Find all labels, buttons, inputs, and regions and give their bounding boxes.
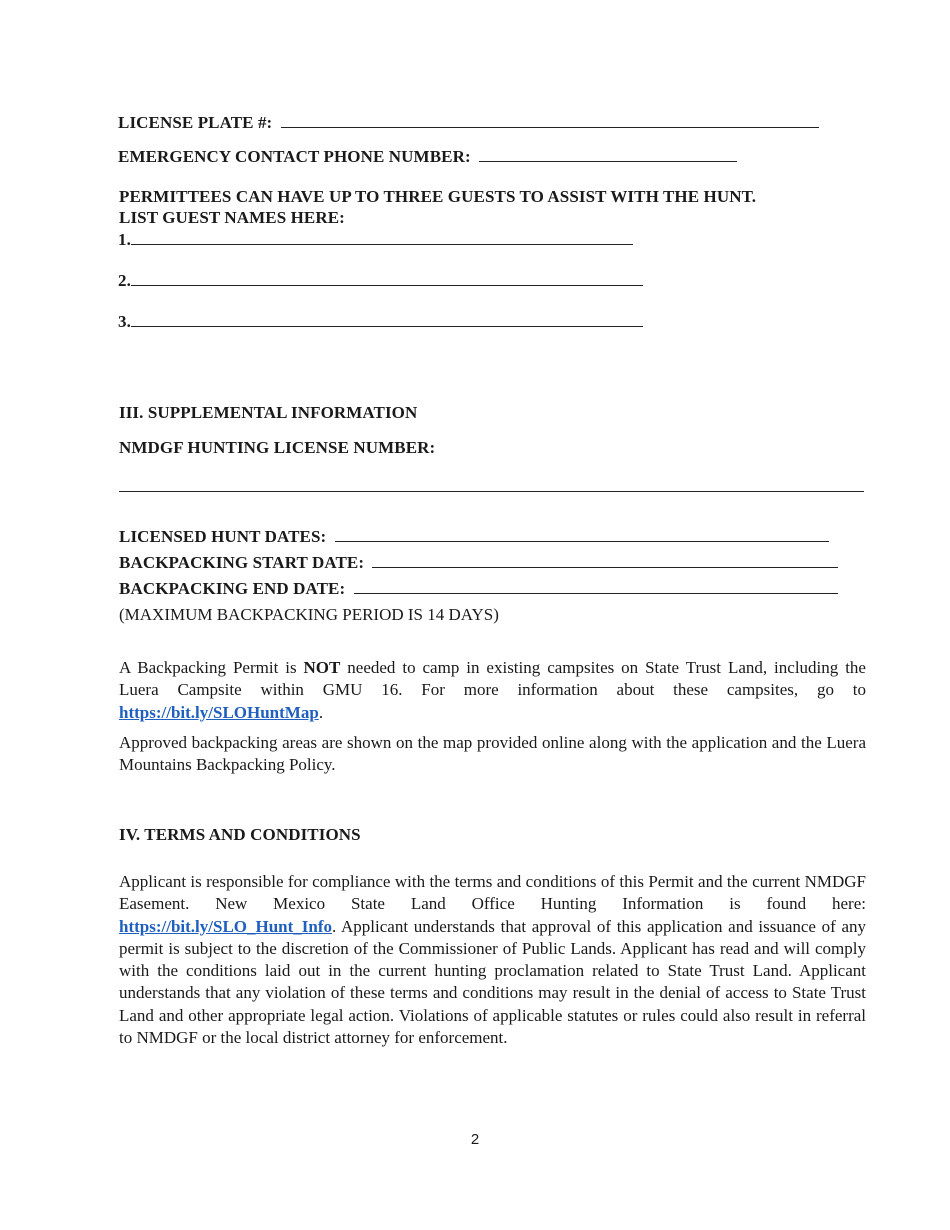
end-date-field[interactable]: [354, 578, 838, 594]
para-text: needed to camp in existing campsites on State Trust Land, including the Luera Campsite within GMU 16. For more information about these campsites, go to: [119, 658, 866, 700]
hunt-dates-row: [119, 526, 829, 547]
approved-areas-paragraph: [119, 732, 866, 777]
license-number-field[interactable]: [119, 477, 864, 492]
end-date-row: [119, 578, 838, 599]
section-3-heading: III. SUPPLEMENTAL INFORMATION: [119, 403, 418, 422]
hunt-dates-label: LICENSED HUNT DATES:: [119, 527, 327, 546]
hunt-info-link[interactable]: https://bit.ly/SLO_Hunt_Info: [119, 916, 333, 936]
para-text: Approved backpacking areas are shown on the map provided online along with the application and the Luera Mountains Backpacking Policy.: [119, 733, 866, 775]
license-plate-label: LICENSE PLATE #:: [118, 113, 273, 132]
emergency-phone-label: EMERGENCY CONTACT PHONE NUMBER:: [118, 147, 471, 166]
license-plate-row: [118, 112, 819, 133]
terms-paragraph: [119, 871, 866, 1049]
guest-2-field[interactable]: [131, 270, 643, 286]
max-period-note: (MAXIMUM BACKPACKING PERIOD IS 14 DAYS): [119, 605, 499, 624]
para-text: . Applicant understands that approval of this application and issuance of any permit is subject to the discretion of the Commissioner of Public Lands. Applicant has read and will comply with the conditions laid out in the current hunting proclamation related to State Trust Land. Applicant understands that any violation of these terms and conditions may result in the denial of access to State Trust Land and other appropriate legal action. Violations of applicable statutes or rules could also result in referral to NMDGF or the local district attorney for enforcement.: [119, 916, 866, 1048]
guest-row-2: [118, 270, 643, 291]
guests-heading-line2: LIST GUEST NAMES HERE:: [119, 208, 345, 227]
emergency-phone-row: [118, 146, 737, 167]
license-plate-field[interactable]: [281, 112, 819, 128]
guest-1-field[interactable]: [131, 229, 633, 245]
backpacking-permit-paragraph: [119, 657, 866, 724]
guest-row-1: [118, 229, 633, 250]
guest-row-3: [118, 311, 643, 332]
para-text: A Backpacking Permit is: [119, 658, 304, 677]
page-number: 2: [470, 1131, 480, 1148]
para-text: Applicant is responsible for compliance with the terms and conditions of this Permit and the current NMDGF Easement. New Mexico State Land Office Hunting Information is found here:: [119, 872, 866, 914]
start-date-row: [119, 552, 838, 573]
hunt-map-link[interactable]: https://bit.ly/SLOHuntMap: [119, 702, 319, 722]
hunt-dates-field[interactable]: [335, 526, 829, 542]
end-date-label: BACKPACKING END DATE:: [119, 579, 346, 598]
guests-heading-line1: PERMITTEES CAN HAVE UP TO THREE GUESTS TO ASSIST WITH THE HUNT.: [119, 187, 757, 206]
guest-number: 1.: [118, 230, 131, 249]
guest-number: 3.: [118, 312, 131, 331]
not-emphasis: NOT: [303, 658, 341, 677]
start-date-field[interactable]: [372, 552, 838, 568]
license-number-label: NMDGF HUNTING LICENSE NUMBER:: [119, 438, 436, 457]
para-text: .: [318, 702, 324, 722]
guest-number: 2.: [118, 271, 131, 290]
start-date-label: BACKPACKING START DATE:: [119, 553, 365, 572]
guest-3-field[interactable]: [131, 311, 643, 327]
section-4-heading: IV. TERMS AND CONDITIONS: [119, 825, 361, 844]
emergency-phone-field[interactable]: [479, 146, 737, 162]
